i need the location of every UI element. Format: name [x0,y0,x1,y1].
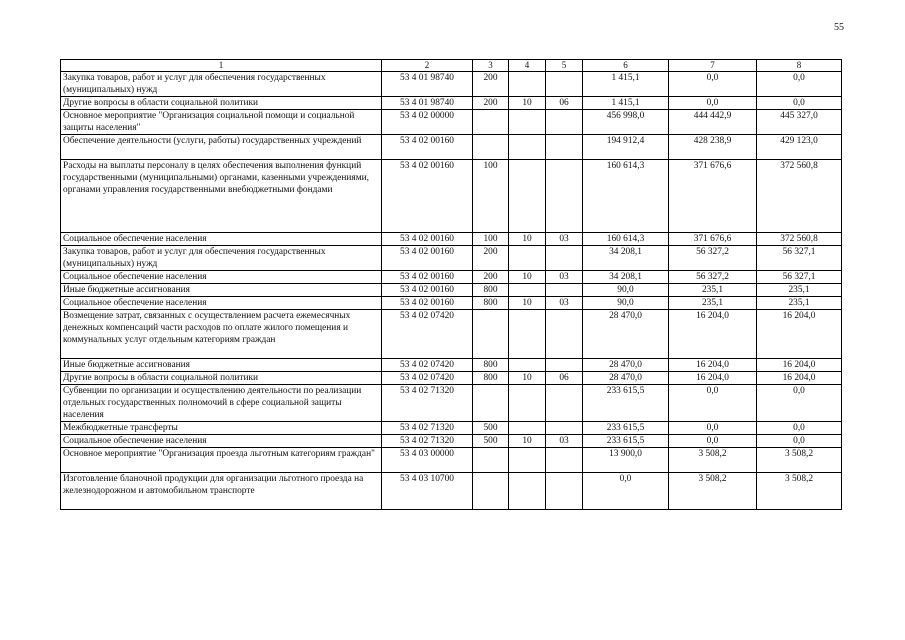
cell-value-6: 1 415,1 [583,72,669,97]
cell-expense-type: 800 [473,359,509,372]
cell-name: Закупка товаров, работ и услуг для обеспечения государственных (муниципальных) нужд [61,72,382,97]
cell-section [509,310,546,359]
table-row [61,246,842,271]
cell-subsection: 03 [546,435,583,448]
cell-subsection [546,385,583,422]
cell-section: 10 [509,372,546,385]
cell-value-6: 456 998,0 [583,110,669,135]
cell-value-7: 371 676,6 [669,160,757,233]
cell-value-8: 3 508,2 [757,473,842,510]
header-col-2: 2 [382,60,473,72]
cell-value-8: 16 204,0 [757,310,842,359]
cell-value-7: 16 204,0 [669,359,757,372]
cell-value-8: 56 327,1 [757,271,842,284]
cell-code: 53 4 03 10700 [382,473,473,510]
cell-value-8: 445 327,0 [757,110,842,135]
header-col-8: 8 [757,60,842,72]
cell-value-6: 233 615,5 [583,385,669,422]
cell-value-7: 16 204,0 [669,372,757,385]
cell-subsection [546,160,583,233]
cell-code: 53 4 02 00160 [382,284,473,297]
cell-expense-type: 200 [473,246,509,271]
cell-value-7: 16 204,0 [669,310,757,359]
cell-section: 10 [509,271,546,284]
cell-expense-type: 200 [473,72,509,97]
cell-value-6: 1 415,1 [583,97,669,110]
cell-section [509,473,546,510]
cell-value-8: 3 508,2 [757,448,842,473]
cell-value-8: 0,0 [757,385,842,422]
table-row [61,110,842,135]
cell-expense-type [473,385,509,422]
cell-code: 53 4 02 71320 [382,385,473,422]
cell-subsection [546,310,583,359]
header-col-1: 1 [61,60,382,72]
cell-subsection: 03 [546,233,583,246]
cell-subsection: 03 [546,271,583,284]
cell-section [509,246,546,271]
cell-value-6: 160 614,3 [583,233,669,246]
cell-value-6: 160 614,3 [583,160,669,233]
cell-subsection [546,359,583,372]
cell-expense-type: 800 [473,284,509,297]
page-number: 55 [834,22,844,33]
cell-code: 53 4 02 00160 [382,135,473,160]
cell-expense-type: 200 [473,271,509,284]
table-row [61,72,842,97]
cell-expense-type [473,448,509,473]
cell-code: 53 4 02 00160 [382,246,473,271]
cell-name: Межбюджетные трансферты [61,422,382,435]
cell-code: 53 4 02 07420 [382,372,473,385]
header-col-3: 3 [473,60,509,72]
cell-section: 10 [509,97,546,110]
cell-value-7: 428 238,9 [669,135,757,160]
cell-value-6: 34 208,1 [583,246,669,271]
table-row [61,422,842,435]
cell-name: Изготовление бланочной продукции для организации льготного проезда на железнодорожном и автомобильном транспорте [61,473,382,510]
cell-section [509,160,546,233]
cell-value-7: 235,1 [669,297,757,310]
cell-value-8: 0,0 [757,435,842,448]
cell-expense-type: 200 [473,97,509,110]
cell-name: Социальное обеспечение населения [61,233,382,246]
cell-value-8: 16 204,0 [757,359,842,372]
cell-subsection [546,284,583,297]
cell-value-7: 235,1 [669,284,757,297]
cell-value-7: 3 508,2 [669,473,757,510]
cell-section: 10 [509,297,546,310]
cell-subsection [546,246,583,271]
cell-section [509,110,546,135]
table-row [61,97,842,110]
cell-expense-type: 500 [473,422,509,435]
cell-section [509,284,546,297]
cell-value-7: 0,0 [669,72,757,97]
cell-subsection [546,422,583,435]
cell-value-6: 90,0 [583,284,669,297]
table-row [61,310,842,359]
cell-code: 53 4 02 00160 [382,297,473,310]
cell-value-6: 28 470,0 [583,372,669,385]
cell-value-8: 372 560,8 [757,160,842,233]
cell-section [509,135,546,160]
header-col-6: 6 [583,60,669,72]
cell-name: Иные бюджетные ассигнования [61,359,382,372]
cell-value-7: 3 508,2 [669,448,757,473]
cell-value-8: 372 560,8 [757,233,842,246]
cell-subsection: 06 [546,97,583,110]
cell-code: 53 4 02 00160 [382,233,473,246]
header-col-7: 7 [669,60,757,72]
cell-value-6: 233 615,5 [583,422,669,435]
cell-section [509,448,546,473]
cell-expense-type [473,110,509,135]
cell-value-8: 429 123,0 [757,135,842,160]
cell-name: Социальное обеспечение населения [61,271,382,284]
table-row [61,271,842,284]
cell-code: 53 4 02 00160 [382,160,473,233]
cell-value-7: 56 327,2 [669,271,757,284]
cell-value-7: 444 442,9 [669,110,757,135]
cell-expense-type [473,135,509,160]
cell-name: Обеспечение деятельности (услуги, работы) государственных учреждений [61,135,382,160]
cell-code: 53 4 02 71320 [382,435,473,448]
cell-value-6: 28 470,0 [583,310,669,359]
cell-value-8: 0,0 [757,422,842,435]
cell-value-8: 16 204,0 [757,372,842,385]
table-row [61,359,842,372]
cell-name: Возмещение затрат, связанных с осуществлением расчета ежемесячных денежных компенсаций части расходов по оплате жилого помещения и коммунальных услуг отдельным категориям граждан [61,310,382,359]
cell-name: Закупка товаров, работ и услуг для обеспечения государственных (муниципальных) нужд [61,246,382,271]
cell-subsection [546,72,583,97]
cell-value-7: 371 676,6 [669,233,757,246]
cell-value-8: 235,1 [757,297,842,310]
table-row [61,448,842,473]
budget-table [60,59,842,510]
cell-value-8: 0,0 [757,72,842,97]
cell-subsection [546,473,583,510]
cell-section: 10 [509,233,546,246]
cell-name: Основное мероприятие "Организация проезда льготным категориям граждан" [61,448,382,473]
cell-subsection [546,110,583,135]
cell-expense-type: 500 [473,435,509,448]
table-row [61,284,842,297]
cell-value-7: 56 327,2 [669,246,757,271]
cell-subsection [546,135,583,160]
cell-section [509,359,546,372]
header-col-5: 5 [546,60,583,72]
cell-code: 53 4 01 98740 [382,97,473,110]
cell-value-6: 28 470,0 [583,359,669,372]
header-row [61,60,842,72]
cell-value-7: 0,0 [669,422,757,435]
cell-subsection: 06 [546,372,583,385]
cell-subsection [546,448,583,473]
cell-expense-type [473,473,509,510]
cell-value-6: 34 208,1 [583,271,669,284]
cell-name: Субвенции по организации и осуществлению деятельности по реализации отдельных государственных полномочий в сфере социальной защиты населения [61,385,382,422]
cell-section: 10 [509,435,546,448]
cell-value-7: 0,0 [669,385,757,422]
cell-value-6: 0,0 [583,473,669,510]
cell-value-7: 0,0 [669,97,757,110]
cell-name: Основное мероприятие "Организация социальной помощи и социальной защиты населения" [61,110,382,135]
cell-value-8: 235,1 [757,284,842,297]
cell-expense-type [473,310,509,359]
cell-name: Другие вопросы в области социальной политики [61,372,382,385]
cell-name: Социальное обеспечение населения [61,297,382,310]
cell-code: 53 4 02 07420 [382,359,473,372]
cell-code: 53 4 02 71320 [382,422,473,435]
table-row [61,372,842,385]
cell-expense-type: 100 [473,160,509,233]
cell-code: 53 4 03 00000 [382,448,473,473]
cell-name: Социальное обеспечение населения [61,435,382,448]
cell-value-6: 194 912,4 [583,135,669,160]
cell-code: 53 4 01 98740 [382,72,473,97]
cell-name: Расходы на выплаты персоналу в целях обеспечения выполнения функций государственными (муниципальными) органами, казенными учреждениями, органами управления государственными внебюджетными фондами [61,160,382,233]
cell-code: 53 4 02 07420 [382,310,473,359]
cell-subsection: 03 [546,297,583,310]
cell-section [509,422,546,435]
table-row [61,297,842,310]
cell-section [509,72,546,97]
table-row [61,435,842,448]
cell-section [509,385,546,422]
cell-value-7: 0,0 [669,435,757,448]
cell-value-6: 90,0 [583,297,669,310]
cell-code: 53 4 02 00000 [382,110,473,135]
cell-name: Другие вопросы в области социальной политики [61,97,382,110]
table-row [61,160,842,233]
cell-expense-type: 800 [473,297,509,310]
cell-name: Иные бюджетные ассигнования [61,284,382,297]
table-row [61,135,842,160]
header-col-4: 4 [509,60,546,72]
cell-expense-type: 100 [473,233,509,246]
table-row [61,233,842,246]
cell-value-6: 13 900,0 [583,448,669,473]
cell-code: 53 4 02 00160 [382,271,473,284]
cell-value-8: 0,0 [757,97,842,110]
table-row [61,473,842,510]
cell-value-6: 233 615,5 [583,435,669,448]
table-row [61,385,842,422]
cell-value-8: 56 327,1 [757,246,842,271]
cell-expense-type: 800 [473,372,509,385]
